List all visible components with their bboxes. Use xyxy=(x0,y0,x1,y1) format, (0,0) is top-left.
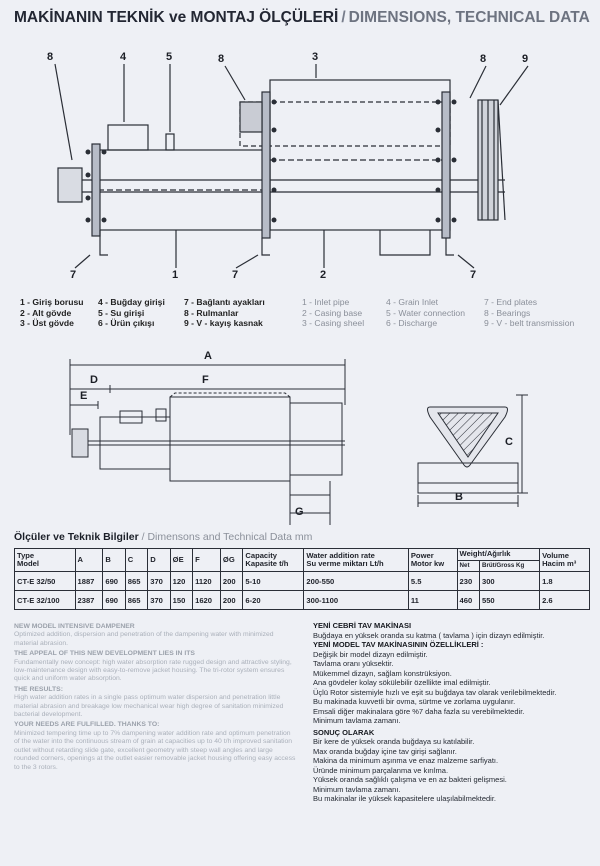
legend-item: 8 - Rulmanlar xyxy=(184,307,239,318)
legend-item: 2 - Casing base xyxy=(302,307,363,318)
text-line: Makina da minimum aşınma ve enaz malzeme sarfiyatı. xyxy=(313,756,499,765)
cell-f: 1120 xyxy=(193,572,221,591)
title-separator: / xyxy=(341,9,346,26)
cell-model: CT-E 32/100 xyxy=(15,591,76,610)
callout-8b: 8 xyxy=(218,53,225,65)
callout-7c: 7 xyxy=(470,269,477,281)
callout-5: 5 xyxy=(166,51,173,63)
legend-item: 4 - Buğday girişi xyxy=(98,297,165,307)
cell-power: 5.5 xyxy=(408,572,457,591)
cell-og: 200 xyxy=(220,591,242,610)
dim-label-c: C xyxy=(505,436,513,448)
text-line: Bu makinalar ile yüksek kapasitelere ulaşılabilmektedir. xyxy=(313,794,497,803)
cell-d: 370 xyxy=(148,572,170,591)
text-line: Minimum tavlama zamanı. xyxy=(313,784,401,794)
callout-3: 3 xyxy=(312,51,319,63)
cell-c: 865 xyxy=(125,572,147,591)
legend-item: 3 - Üst gövde xyxy=(20,318,74,329)
section-heading: SONUÇ OLARAK xyxy=(313,727,375,737)
callout-1: 1 xyxy=(172,269,179,281)
cell-volume: 1.8 xyxy=(540,572,590,591)
legend-item: 8 - Bearings xyxy=(484,307,531,318)
spec-section-title xyxy=(14,531,312,543)
text-line: Bir kere de yüksek oranda buğdaya su katılabilir. xyxy=(313,737,475,746)
cell-b: 690 xyxy=(103,572,125,591)
callout-7b: 7 xyxy=(232,269,239,281)
section-heading: NEW MODEL INTENSIVE DAMPENER xyxy=(14,623,135,630)
spec-title-turkish: Ölçüler ve Teknik Bilgiler xyxy=(14,531,139,543)
section-heading: THE RESULTS: xyxy=(14,685,63,693)
text-line: Buğdaya en yüksek oranda su katma ( tavlama ) için dizayn edilmiştir. xyxy=(313,630,545,640)
col-header-d: D xyxy=(148,549,170,572)
legend-item: 2 - Alt gövde xyxy=(20,307,72,318)
col-header-b: B xyxy=(103,549,125,572)
cell-a: 2387 xyxy=(75,591,103,610)
cell-model: CT-E 32/50 xyxy=(15,572,76,591)
legend-item: 4 - Grain Inlet xyxy=(386,297,439,307)
cell-oe: 150 xyxy=(170,591,192,610)
cell-d: 370 xyxy=(148,591,170,610)
col-header-oe: ØE xyxy=(170,549,192,572)
legend-turkish-col2 xyxy=(98,297,165,329)
title-english: DIMENSIONS, TECHNICAL DATA xyxy=(348,9,590,26)
text-line: Ana gövdeler kolay sökülebilir özellikte imal edilmiştir. xyxy=(313,678,491,687)
section-heading: THE APPEAL OF THIS NEW DEVELOPMENT LIES IN ITS xyxy=(14,650,195,658)
callout-2: 2 xyxy=(320,269,327,281)
legend-item: 3 - Casing sheel xyxy=(302,318,365,329)
cell-og: 200 xyxy=(220,572,242,591)
text-line: Max oranda buğday içine tav girişi sağlanır. xyxy=(313,746,457,756)
text-line: Bu makinada kuvvetli bir ovma, sürtme ve zorlama uygulanır. xyxy=(313,697,516,706)
cell-f: 1620 xyxy=(193,591,221,610)
paragraph: Minimized tempering time up to 7% dampening water addition rate and optimum penetration of the water into the continuous stream of grain at capacities up to 40 t/h improved sanitation outlet without retarding slide gate, excellent geometry with steep wall angles and large rounded corners, openings at the outlet easier removable jacket housing offering easy access to the 3 rotors. xyxy=(14,729,296,771)
cell-gross: 550 xyxy=(479,591,539,610)
cell-net: 460 xyxy=(457,591,479,610)
paragraph: Fundamentally new concept: high water absorption rate rugged design and attractive styling, low-maintenance design with easy-to-remove jacket housing. The tri-rotor system ensures quick and uniform water absorption. xyxy=(14,658,292,683)
text-line: Değişik bir model dizayn edilmiştir. xyxy=(313,649,428,659)
spec-table xyxy=(14,548,590,610)
col-header-weight: Weight/Ağırlık xyxy=(457,549,540,561)
text-line: Üçlü Rotor sistemiyle hızlı ve eşit su buğdaya tav olarak verilebilmektedir. xyxy=(313,687,557,697)
paragraph: High water addition rates in a single pass optimum water dispersion and penetration little material abrasion and breakage low mechanical wear high degree of sanitation minimized bacterial development. xyxy=(14,694,284,719)
cell-water: 200-550 xyxy=(304,572,408,591)
callout-7a: 7 xyxy=(70,269,77,281)
english-description xyxy=(14,621,296,774)
cell-water: 300-1100 xyxy=(304,591,408,610)
dim-label-b: B xyxy=(455,491,463,503)
spec-title-english: Dimensons and Technical Data mm xyxy=(147,531,313,543)
cell-c: 865 xyxy=(125,591,147,610)
legend-item: 5 - Su girişi xyxy=(98,307,145,318)
legend-item: 5 - Water connection xyxy=(386,307,465,318)
legend-item: 1 - Giriş borusu xyxy=(20,297,84,307)
section-heading: YENİ MODEL TAV MAKİNASININ ÖZELLİKLERİ : xyxy=(313,640,484,649)
col-header-type: Type Model xyxy=(15,549,76,572)
table-row xyxy=(15,572,590,591)
legend-item: 7 - End plates xyxy=(484,297,538,307)
col-header-water: Water addition rate Su verme miktarı Lt/h xyxy=(304,549,408,572)
section-heading: YOUR NEEDS ARE FULFILLED. THANKS TO: xyxy=(14,721,160,729)
page-title xyxy=(14,9,589,27)
section-heading: YENİ CEBRİ TAV MAKİNASI xyxy=(313,621,412,630)
col-header-net: Net xyxy=(457,560,479,572)
callout-4: 4 xyxy=(120,51,127,63)
callout-8a: 8 xyxy=(47,51,54,63)
callout-9: 9 xyxy=(522,53,529,65)
dim-label-f: F xyxy=(202,374,209,386)
legend-turkish-col3 xyxy=(184,297,265,329)
turkish-description xyxy=(313,621,593,804)
dim-label-e: E xyxy=(80,390,88,402)
text-line: Mükemmel dizayn, sağlam konstrüksiyon. xyxy=(313,668,452,678)
dim-label-a: A xyxy=(204,350,212,362)
dim-label-g: G xyxy=(295,506,304,518)
cell-b: 690 xyxy=(103,591,125,610)
cell-gross: 300 xyxy=(479,572,539,591)
cell-capacity: 6-20 xyxy=(243,591,304,610)
text-line: Tavlama oranı yüksektir. xyxy=(313,659,394,668)
paragraph: Optimized addition, dispersion and penetration of the dampening water with minimized material abrasion. xyxy=(14,631,274,647)
legend-item: 1 - Inlet pipe xyxy=(302,297,350,307)
legend-item: 9 - V - belt transmission xyxy=(484,318,575,329)
legend-item: 6 - Ürün çıkışı xyxy=(98,318,155,329)
assembly-drawing xyxy=(0,40,600,290)
col-header-volume: Volume Hacim m³ xyxy=(540,549,590,572)
col-header-gross: Brüt/Gross Kg xyxy=(479,560,539,572)
dim-label-d: D xyxy=(90,374,98,386)
cell-a: 1887 xyxy=(75,572,103,591)
cell-volume: 2.6 xyxy=(540,591,590,610)
col-header-c: C xyxy=(125,549,147,572)
col-header-capacity: Capacity Kapasite t/h xyxy=(243,549,304,572)
legend-turkish-col1 xyxy=(20,297,84,329)
text-line: Minimum tavlama zamanı. xyxy=(313,716,401,725)
cell-oe: 120 xyxy=(170,572,192,591)
col-header-power: Power Motor kw xyxy=(408,549,457,572)
table-row xyxy=(15,591,590,610)
col-header-a: A xyxy=(75,549,103,572)
spec-title-separator: / xyxy=(138,531,148,543)
cell-capacity: 5-10 xyxy=(243,572,304,591)
cell-net: 230 xyxy=(457,572,479,591)
legend-english-col2 xyxy=(386,297,465,329)
dimension-drawing xyxy=(0,345,600,525)
legend-item: 7 - Bağlantı ayakları xyxy=(184,297,265,307)
col-header-og: ØG xyxy=(220,549,242,572)
callout-8c: 8 xyxy=(480,53,487,65)
legend-english-col3 xyxy=(484,297,574,329)
text-line: Üründe minimum parçalanma ve kırılma. xyxy=(313,765,449,775)
legend-item: 6 - Discharge xyxy=(386,318,438,329)
title-turkish: MAKİNANIN TEKNİK ve MONTAJ ÖLÇÜLERİ xyxy=(14,9,339,26)
legend-item: 9 - V - kayış kasnak xyxy=(184,318,263,329)
cell-power: 11 xyxy=(408,591,457,610)
text-line: Emsali diğer makinalara göre %7 daha fazla su verebilmektedir. xyxy=(313,706,525,716)
legend-english-col1 xyxy=(302,297,364,329)
text-line: Yüksek oranda sağlıklı çalışma ve en az bakteri gelişmesi. xyxy=(313,775,507,784)
col-header-f: F xyxy=(193,549,221,572)
